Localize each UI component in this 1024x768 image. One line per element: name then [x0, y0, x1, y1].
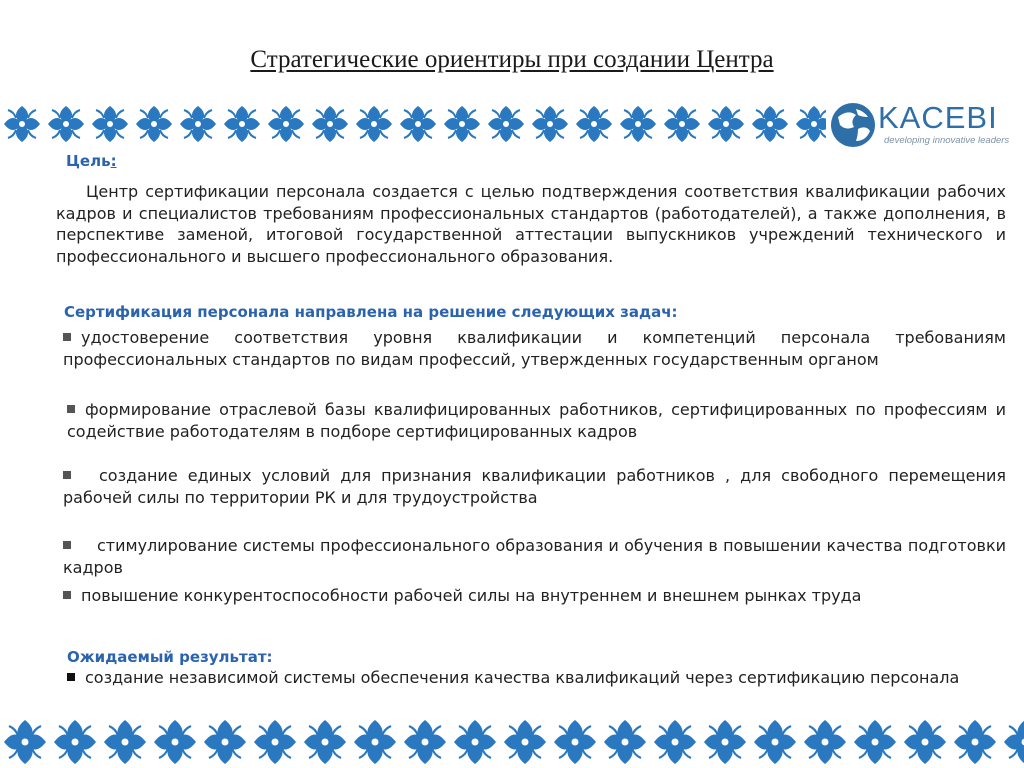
result-text: создание независимой системы обеспечения качества квалификаций через сертификацию персонала [85, 668, 960, 687]
ornament-border-top [0, 102, 826, 146]
task-item-text: создание единых условий для признания квалификации работников , для свободного перемещения рабочей силы по территории РК и для трудоустройства [63, 466, 1006, 507]
task-item-text: повышение конкурентоспособности рабочей силы на внутреннем и внешнем рынках труда [81, 586, 862, 605]
task-item-1 [63, 327, 1006, 370]
task-item-5 [63, 585, 993, 607]
task-item-text: формирование отраслевой базы квалифицированных работников, сертифицированных по профессиям и содействие работодателям в подборе сертифицированных кадров [67, 400, 1006, 441]
ornament-border-bottom [0, 714, 1024, 768]
task-item-4 [63, 535, 1006, 578]
bullet-icon [67, 405, 75, 413]
bullet-icon [67, 673, 75, 681]
bullet-icon [63, 471, 71, 479]
goal-heading [66, 152, 117, 170]
bullet-icon [63, 333, 71, 341]
slide-title: Стратегические ориентиры при создании Центра [250, 46, 774, 73]
goal-heading-label: Цель [66, 152, 111, 170]
task-item-2 [67, 399, 1006, 442]
result-item [67, 667, 1006, 689]
bullet-icon [63, 541, 71, 549]
globe-logo-icon [828, 99, 878, 151]
task-item-text: стимулирование системы профессионального образования и обучения в повышении качества подготовки кадров [63, 536, 1006, 577]
result-heading: Ожидаемый результат: [67, 648, 273, 666]
task-item-text: удостоверение соответствия уровня квалификации и компетенций персонала требованиям профессиональных стандартов по видам профессий, утвержденных государственным органом [63, 328, 1006, 369]
logo-tagline: developing innovative leaders [884, 135, 1010, 146]
bullet-icon [63, 591, 71, 599]
goal-paragraph [56, 181, 1006, 267]
kacebi-logo [828, 99, 1018, 151]
task-item-3 [63, 465, 1006, 508]
goal-heading-colon: : [110, 152, 117, 170]
goal-text: Центр сертификации персонала создается с целью подтверждения соответствия квалификации рабочих кадров и специалистов требованиям профессиональных стандартов (работодателей), а также дополнения, в перспективе заменой, итоговой государственной аттестации выпускников учреждений технического и профессионального и высшего профессионального образования. [56, 182, 1006, 266]
tasks-heading: Сертификация персонала направлена на решение следующих задач: [64, 303, 678, 321]
logo-wordmark: KACEBI [878, 100, 998, 135]
